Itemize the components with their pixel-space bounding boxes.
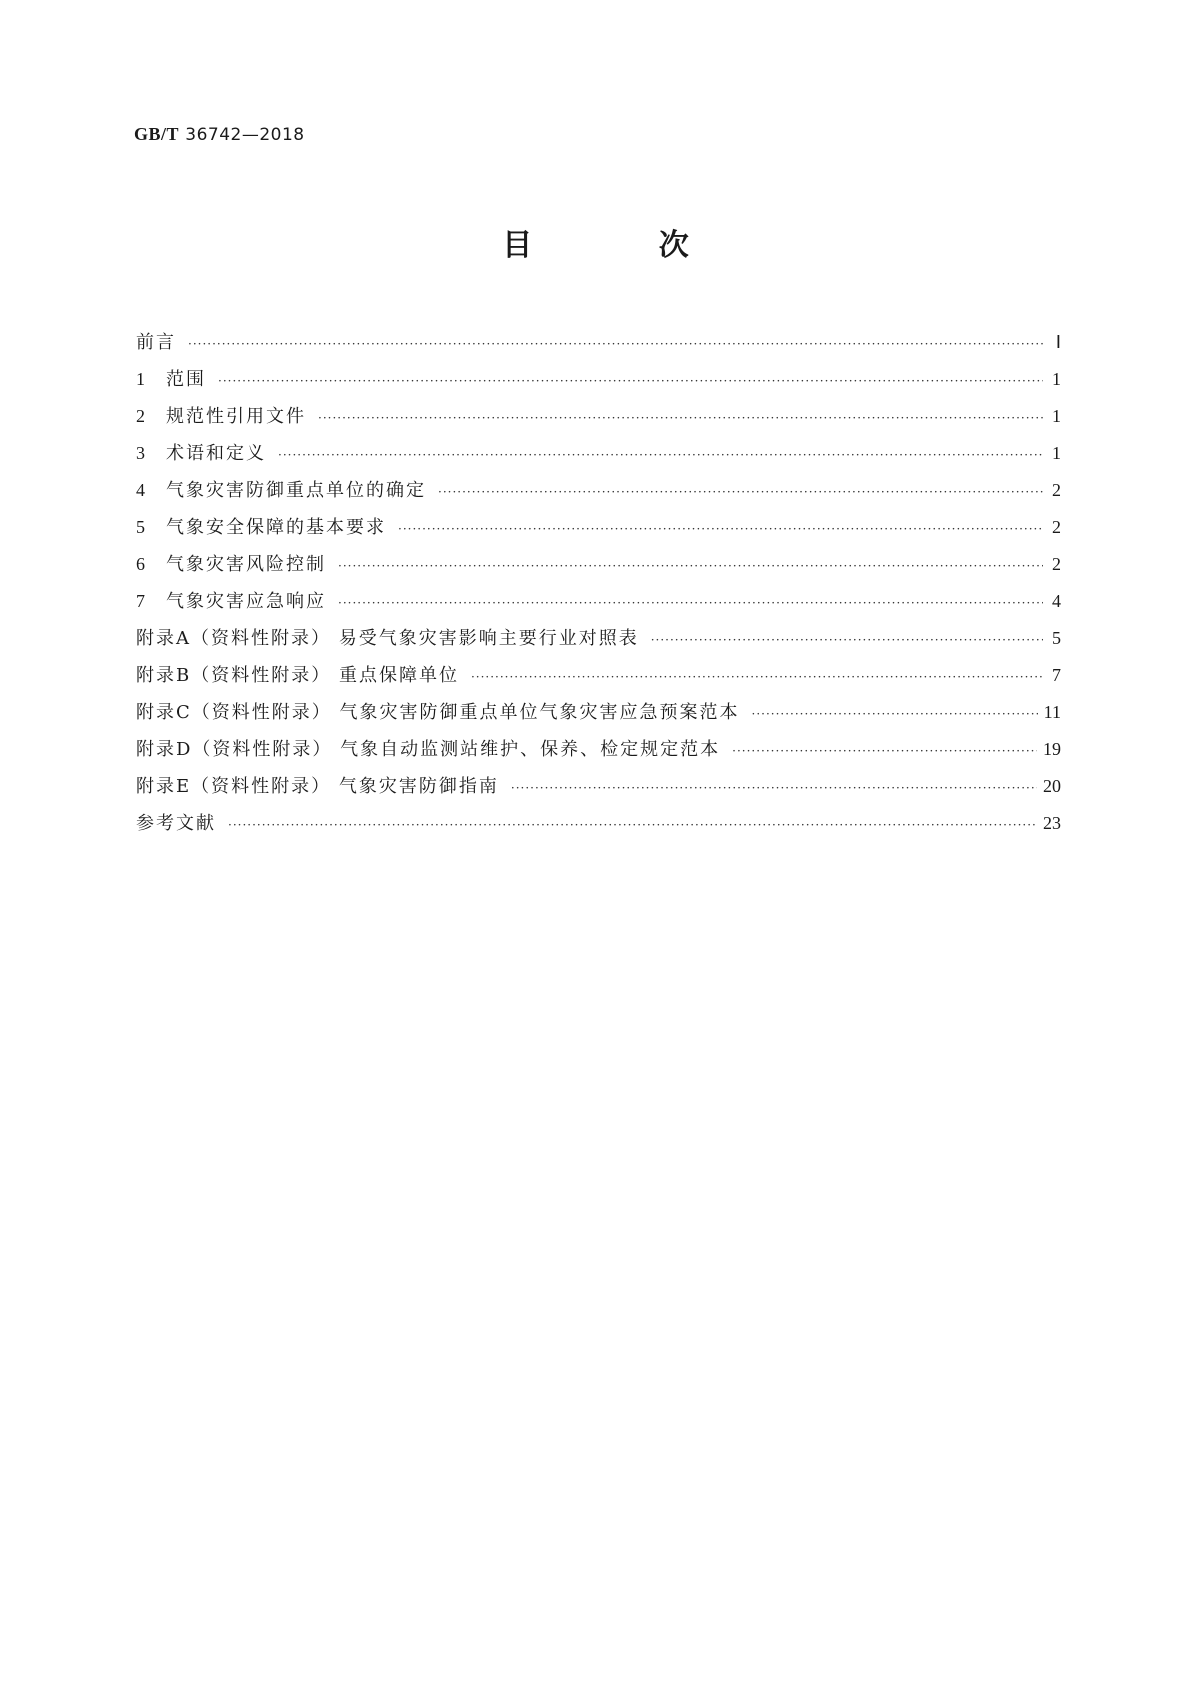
toc-title: 目 次 <box>502 228 747 263</box>
toc-entry-label: 附录D（资料性附录） 气象自动监测站维护、保养、检定规定范本 <box>136 739 721 760</box>
toc-entry-number: 4 <box>136 480 145 500</box>
toc-entry-number: 5 <box>136 517 145 537</box>
toc-entry-scope[interactable] <box>136 361 1061 398</box>
toc-leader-dots <box>318 400 1043 437</box>
toc-entry-label: 规范性引用文件 <box>166 406 306 427</box>
toc-entry-annex-c[interactable] <box>136 694 1061 731</box>
toc-entry-label: 前言 <box>136 332 176 353</box>
toc-leader-dots <box>338 548 1043 585</box>
toc-entry-annex-d[interactable] <box>136 731 1061 768</box>
toc-leader-dots <box>732 733 1037 770</box>
toc-leader-dots <box>278 437 1043 474</box>
toc-entry-bibliography[interactable] <box>136 805 1061 842</box>
toc-leader-dots <box>398 511 1043 548</box>
toc-entry-label: 附录E（资料性附录） 气象灾害防御指南 <box>136 776 499 797</box>
toc-entry-annex-e[interactable] <box>136 768 1061 805</box>
toc-leader-dots <box>651 622 1043 659</box>
toc-leader-dots <box>471 659 1043 696</box>
toc-entry-page: Ⅰ <box>1055 332 1061 352</box>
toc-entry-page: 1 <box>1052 443 1061 463</box>
toc-entry-page: 7 <box>1052 665 1061 685</box>
toc-entry-foreword[interactable] <box>136 324 1061 361</box>
toc-entry-page: 11 <box>1043 702 1061 722</box>
toc-entry-page: 1 <box>1052 406 1061 426</box>
toc-entry-number: 1 <box>136 369 145 389</box>
toc-entry-number: 7 <box>136 591 145 611</box>
toc-entry-section-6[interactable] <box>136 546 1061 583</box>
toc-entry-section-5[interactable] <box>136 509 1061 546</box>
standard-code-prefix: GB/T <box>134 124 180 144</box>
toc-entry-label: 范围 <box>166 369 206 390</box>
toc-leader-dots <box>752 696 1038 733</box>
toc-entry-page: 20 <box>1043 776 1061 796</box>
toc-entry-terms-definitions[interactable] <box>136 435 1061 472</box>
standard-code-number: 36742—2018 <box>185 125 305 145</box>
standard-code-header <box>134 124 305 145</box>
toc-entry-section-7[interactable] <box>136 583 1061 620</box>
toc-leader-dots <box>228 807 1037 844</box>
toc-leader-dots <box>338 585 1043 622</box>
toc-entry-page: 2 <box>1052 554 1061 574</box>
toc-entry-page: 23 <box>1043 813 1061 833</box>
toc-entry-number: 3 <box>136 443 145 463</box>
toc-entry-page: 1 <box>1052 369 1061 389</box>
toc-leader-dots <box>218 363 1043 400</box>
toc-entry-label: 参考文献 <box>136 813 216 834</box>
toc-entry-page: 4 <box>1052 591 1061 611</box>
toc-entry-label: 气象安全保障的基本要求 <box>166 517 386 538</box>
toc-entry-label: 附录A（资料性附录） 易受气象灾害影响主要行业对照表 <box>136 628 639 649</box>
toc-entry-page: 2 <box>1052 480 1061 500</box>
toc-leader-dots <box>511 770 1037 807</box>
toc-entry-label: 术语和定义 <box>166 443 266 464</box>
toc-leader-dots <box>188 326 1043 363</box>
toc-entry-label: 气象灾害应急响应 <box>166 591 326 612</box>
toc-entry-annex-a[interactable] <box>136 620 1061 657</box>
toc-entry-number: 2 <box>136 406 145 426</box>
toc-entry-normative-references[interactable] <box>136 398 1061 435</box>
toc-entry-label: 气象灾害防御重点单位的确定 <box>166 480 426 501</box>
toc-entry-annex-b[interactable] <box>136 657 1061 694</box>
toc-entry-label: 气象灾害风险控制 <box>166 554 326 575</box>
toc-entry-number: 6 <box>136 554 145 574</box>
toc-entry-label: 附录B（资料性附录） 重点保障单位 <box>136 665 459 686</box>
toc-list <box>136 324 1061 842</box>
toc-entry-page: 5 <box>1052 628 1061 648</box>
toc-entry-label: 附录C（资料性附录） 气象灾害防御重点单位气象灾害应急预案范本 <box>136 702 740 723</box>
toc-leader-dots <box>438 474 1043 511</box>
toc-entry-page: 19 <box>1043 739 1061 759</box>
toc-entry-section-4[interactable] <box>136 472 1061 509</box>
toc-entry-page: 2 <box>1052 517 1061 537</box>
